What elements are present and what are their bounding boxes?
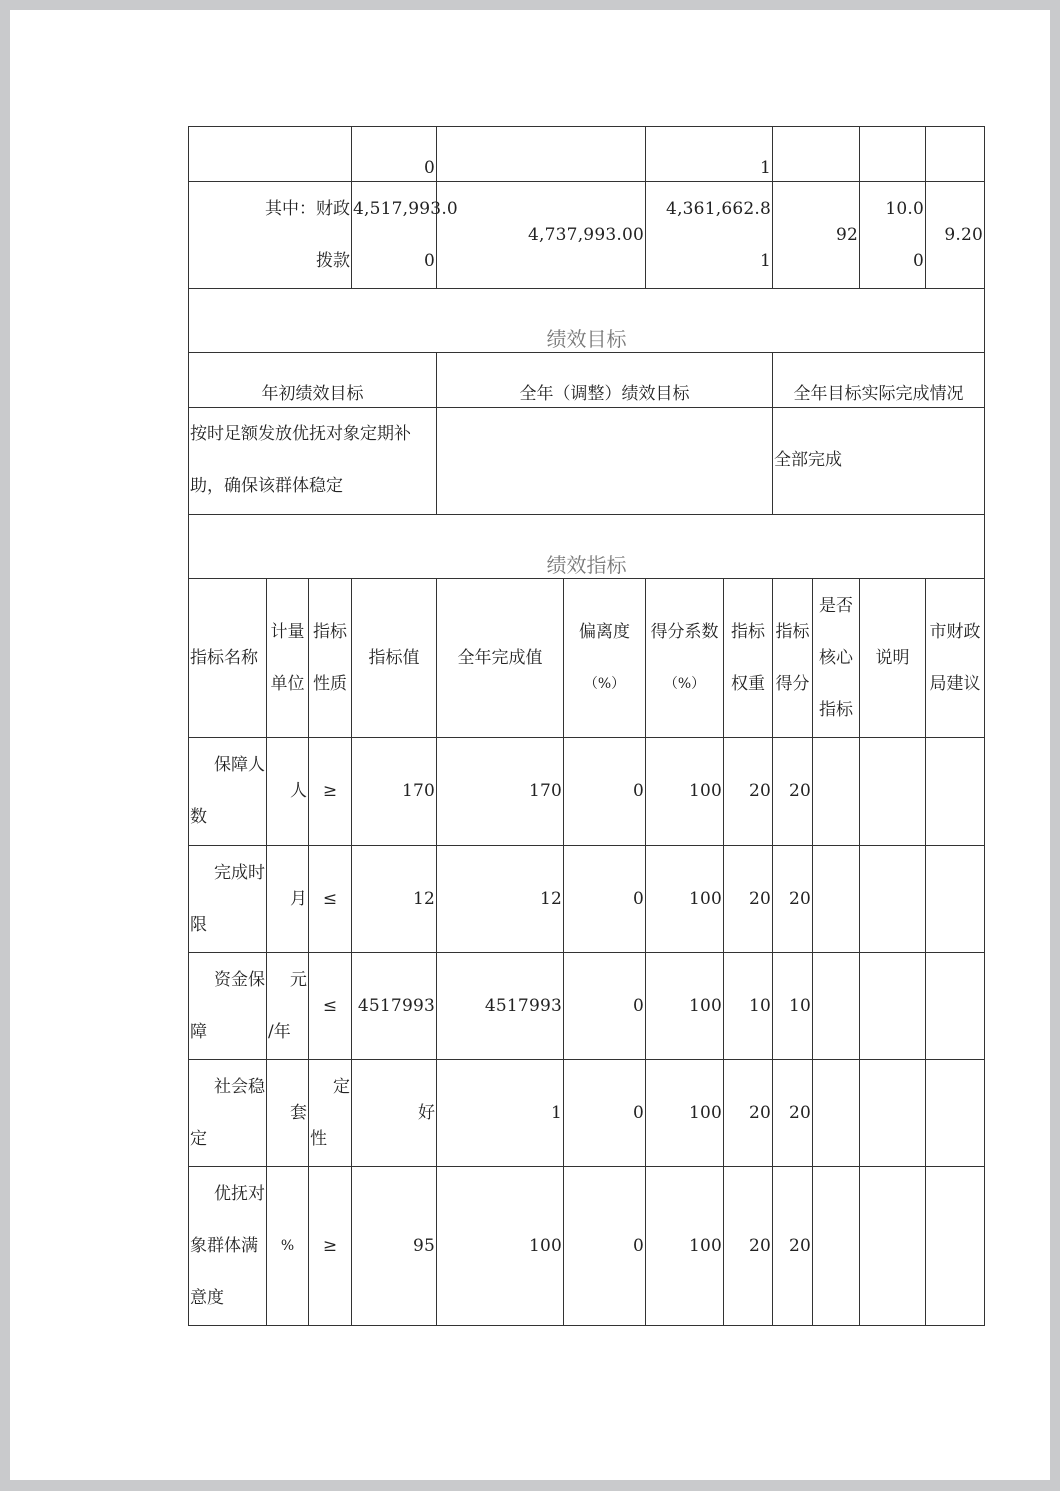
table-row	[189, 738, 985, 845]
fund-label	[189, 182, 352, 289]
fund-cell	[860, 127, 926, 182]
fund-initial-budget	[352, 182, 458, 289]
indicator-core	[813, 952, 860, 1059]
header-line: 偏离度	[579, 622, 630, 643]
fund-value-line: 4,361,662.8	[666, 199, 771, 220]
unit-line: /年	[268, 1021, 291, 1042]
indicator-deviation: 0	[564, 845, 646, 952]
fund-cell: 0	[352, 127, 437, 182]
fund-cell	[437, 127, 646, 182]
indicator-name	[189, 1059, 267, 1166]
header-line: 性质	[313, 674, 347, 695]
fund-cell: 1	[646, 127, 773, 182]
header-unit	[267, 579, 309, 738]
header-line: 指标	[313, 622, 347, 643]
header-line: 得分	[775, 674, 810, 695]
indicator-actual: 100	[437, 1166, 564, 1325]
indicator-score: 20	[773, 845, 813, 952]
header-line: （%）	[583, 676, 626, 693]
header-advice	[926, 579, 985, 738]
indicator-name	[189, 1166, 267, 1325]
indicator-deviation: 0	[564, 1166, 646, 1325]
indicator-actual: 12	[437, 845, 564, 952]
indicator-core	[813, 845, 860, 952]
header-line: 指标	[819, 700, 853, 721]
goal-initial-text	[189, 408, 437, 515]
header-line: 市财政	[929, 622, 981, 643]
fund-value-line: 4,517,993.0	[353, 199, 458, 220]
header-coefficient	[646, 579, 724, 738]
fund-score: 9.20	[926, 182, 985, 289]
fund-weight	[860, 182, 926, 289]
indicator-target: 4517993	[352, 952, 437, 1059]
indicators-section-row	[189, 515, 985, 579]
indicator-name	[189, 738, 267, 845]
indicators-section-title: 绩效指标	[189, 515, 985, 579]
goal-header-actual: 全年目标实际完成情况	[773, 353, 985, 408]
table-row	[189, 952, 985, 1059]
goals-header-row	[189, 353, 985, 408]
indicator-unit: %	[267, 1166, 309, 1325]
indicator-core	[813, 738, 860, 845]
goals-section-row	[189, 289, 985, 353]
indicator-score: 20	[773, 1059, 813, 1166]
fund-cell	[926, 127, 985, 182]
indicator-actual: 170	[437, 738, 564, 845]
header-line: 得分系数	[650, 622, 719, 643]
indicator-weight: 20	[724, 738, 773, 845]
header-line: （%）	[663, 676, 706, 693]
header-indicator-name: 指标名称	[189, 579, 267, 738]
fund-adjusted-budget: 4,737,993.00	[437, 182, 646, 289]
fund-value-line: 1	[759, 251, 771, 272]
header-core-indicator	[813, 579, 860, 738]
header-line: 计量	[270, 622, 305, 643]
indicator-unit: 套	[267, 1059, 309, 1166]
fund-value-line: 0	[423, 251, 435, 272]
fund-label-line: 拨款	[316, 251, 350, 272]
goals-section-title: 绩效目标	[189, 289, 985, 353]
indicator-coefficient: 100	[646, 1166, 724, 1325]
indicator-advice	[926, 1059, 985, 1166]
fund-executed	[646, 182, 773, 289]
name-line: 意度	[190, 1287, 224, 1308]
indicator-note	[860, 952, 926, 1059]
indicator-advice	[926, 952, 985, 1059]
header-line: 局建议	[929, 674, 981, 695]
indicator-nature: ≥	[309, 1166, 352, 1325]
indicator-coefficient: 100	[646, 952, 724, 1059]
header-target-value: 指标值	[352, 579, 437, 738]
name-line: 数	[190, 807, 207, 828]
unit-line: 人	[290, 781, 307, 802]
indicator-core	[813, 1059, 860, 1166]
unit-line: 元	[290, 969, 307, 990]
header-actual-value: 全年完成值	[437, 579, 564, 738]
indicator-nature: ≤	[309, 845, 352, 952]
indicator-target: 12	[352, 845, 437, 952]
indicator-coefficient: 100	[646, 1059, 724, 1166]
indicator-weight: 10	[724, 952, 773, 1059]
header-line: 权重	[731, 674, 765, 695]
header-line: 指标	[775, 622, 810, 643]
name-line: 象群体满	[190, 1235, 258, 1256]
name-line: 完成时	[214, 862, 265, 883]
indicator-actual: 1	[437, 1059, 564, 1166]
fund-row	[189, 127, 985, 182]
goal-initial-clip	[190, 408, 435, 512]
header-line: 单位	[270, 674, 305, 695]
header-nature	[309, 579, 352, 738]
fund-label	[189, 127, 352, 182]
nature-line: 定	[333, 1076, 350, 1097]
indicator-unit: 月	[267, 845, 309, 952]
name-line: 优抚对	[214, 1183, 265, 1204]
goal-actual-text: 全部完成	[773, 408, 985, 515]
indicator-weight: 20	[724, 1059, 773, 1166]
indicator-name	[189, 952, 267, 1059]
indicator-target: 170	[352, 738, 437, 845]
indicator-target: 95	[352, 1166, 437, 1325]
indicator-score: 20	[773, 1166, 813, 1325]
fund-row-financial	[189, 182, 985, 289]
indicator-actual: 4517993	[437, 952, 564, 1059]
header-score	[773, 579, 813, 738]
fund-execution-rate: 92	[773, 182, 860, 289]
indicator-core	[813, 1166, 860, 1325]
header-line: 核心	[819, 648, 853, 669]
nature-line: 性	[310, 1128, 327, 1149]
goal-adjusted-text	[437, 408, 773, 515]
name-line: 定	[190, 1128, 207, 1149]
goals-content-row	[189, 408, 985, 515]
indicator-coefficient: 100	[646, 738, 724, 845]
fund-value-line: 0	[912, 251, 924, 272]
name-line: 障	[190, 1021, 207, 1042]
header-deviation	[564, 579, 646, 738]
indicator-deviation: 0	[564, 952, 646, 1059]
header-weight	[724, 579, 773, 738]
name-line: 限	[190, 914, 207, 935]
indicator-nature: ≥	[309, 738, 352, 845]
indicator-nature	[309, 1059, 352, 1166]
name-line: 保障人	[214, 755, 265, 776]
fund-value-line: 10.0	[885, 199, 924, 220]
indicator-weight: 20	[724, 845, 773, 952]
goal-initial-value: 按时足额发放优抚对象定期补助，确保该群体稳定	[190, 424, 411, 497]
performance-table	[188, 126, 985, 1326]
indicator-nature: ≤	[309, 952, 352, 1059]
indicator-score: 20	[773, 738, 813, 845]
fund-label-line: 其中：财政	[265, 199, 350, 220]
header-line: 指标	[731, 622, 765, 643]
indicators-header-row	[189, 579, 985, 738]
indicator-score: 10	[773, 952, 813, 1059]
header-note: 说明	[860, 579, 926, 738]
header-line: 是否	[819, 596, 853, 617]
table-row	[189, 1059, 985, 1166]
indicator-deviation: 0	[564, 1059, 646, 1166]
indicator-target: 好	[352, 1059, 437, 1166]
indicator-advice	[926, 738, 985, 845]
indicator-name	[189, 845, 267, 952]
indicator-coefficient: 100	[646, 845, 724, 952]
indicator-unit	[267, 952, 309, 1059]
name-line: 资金保	[214, 969, 265, 990]
indicator-advice	[926, 845, 985, 952]
name-line: 社会稳	[214, 1076, 265, 1097]
indicator-advice	[926, 1166, 985, 1325]
fund-cell	[773, 127, 860, 182]
goal-header-initial: 年初绩效目标	[189, 353, 437, 408]
indicator-note	[860, 845, 926, 952]
indicator-unit	[267, 738, 309, 845]
indicator-note	[860, 1166, 926, 1325]
indicator-weight: 20	[724, 1166, 773, 1325]
table-row	[189, 845, 985, 952]
table-row	[189, 1166, 985, 1325]
indicator-note	[860, 738, 926, 845]
indicator-deviation: 0	[564, 738, 646, 845]
indicator-note	[860, 1059, 926, 1166]
goal-header-adjusted: 全年（调整）绩效目标	[437, 353, 773, 408]
